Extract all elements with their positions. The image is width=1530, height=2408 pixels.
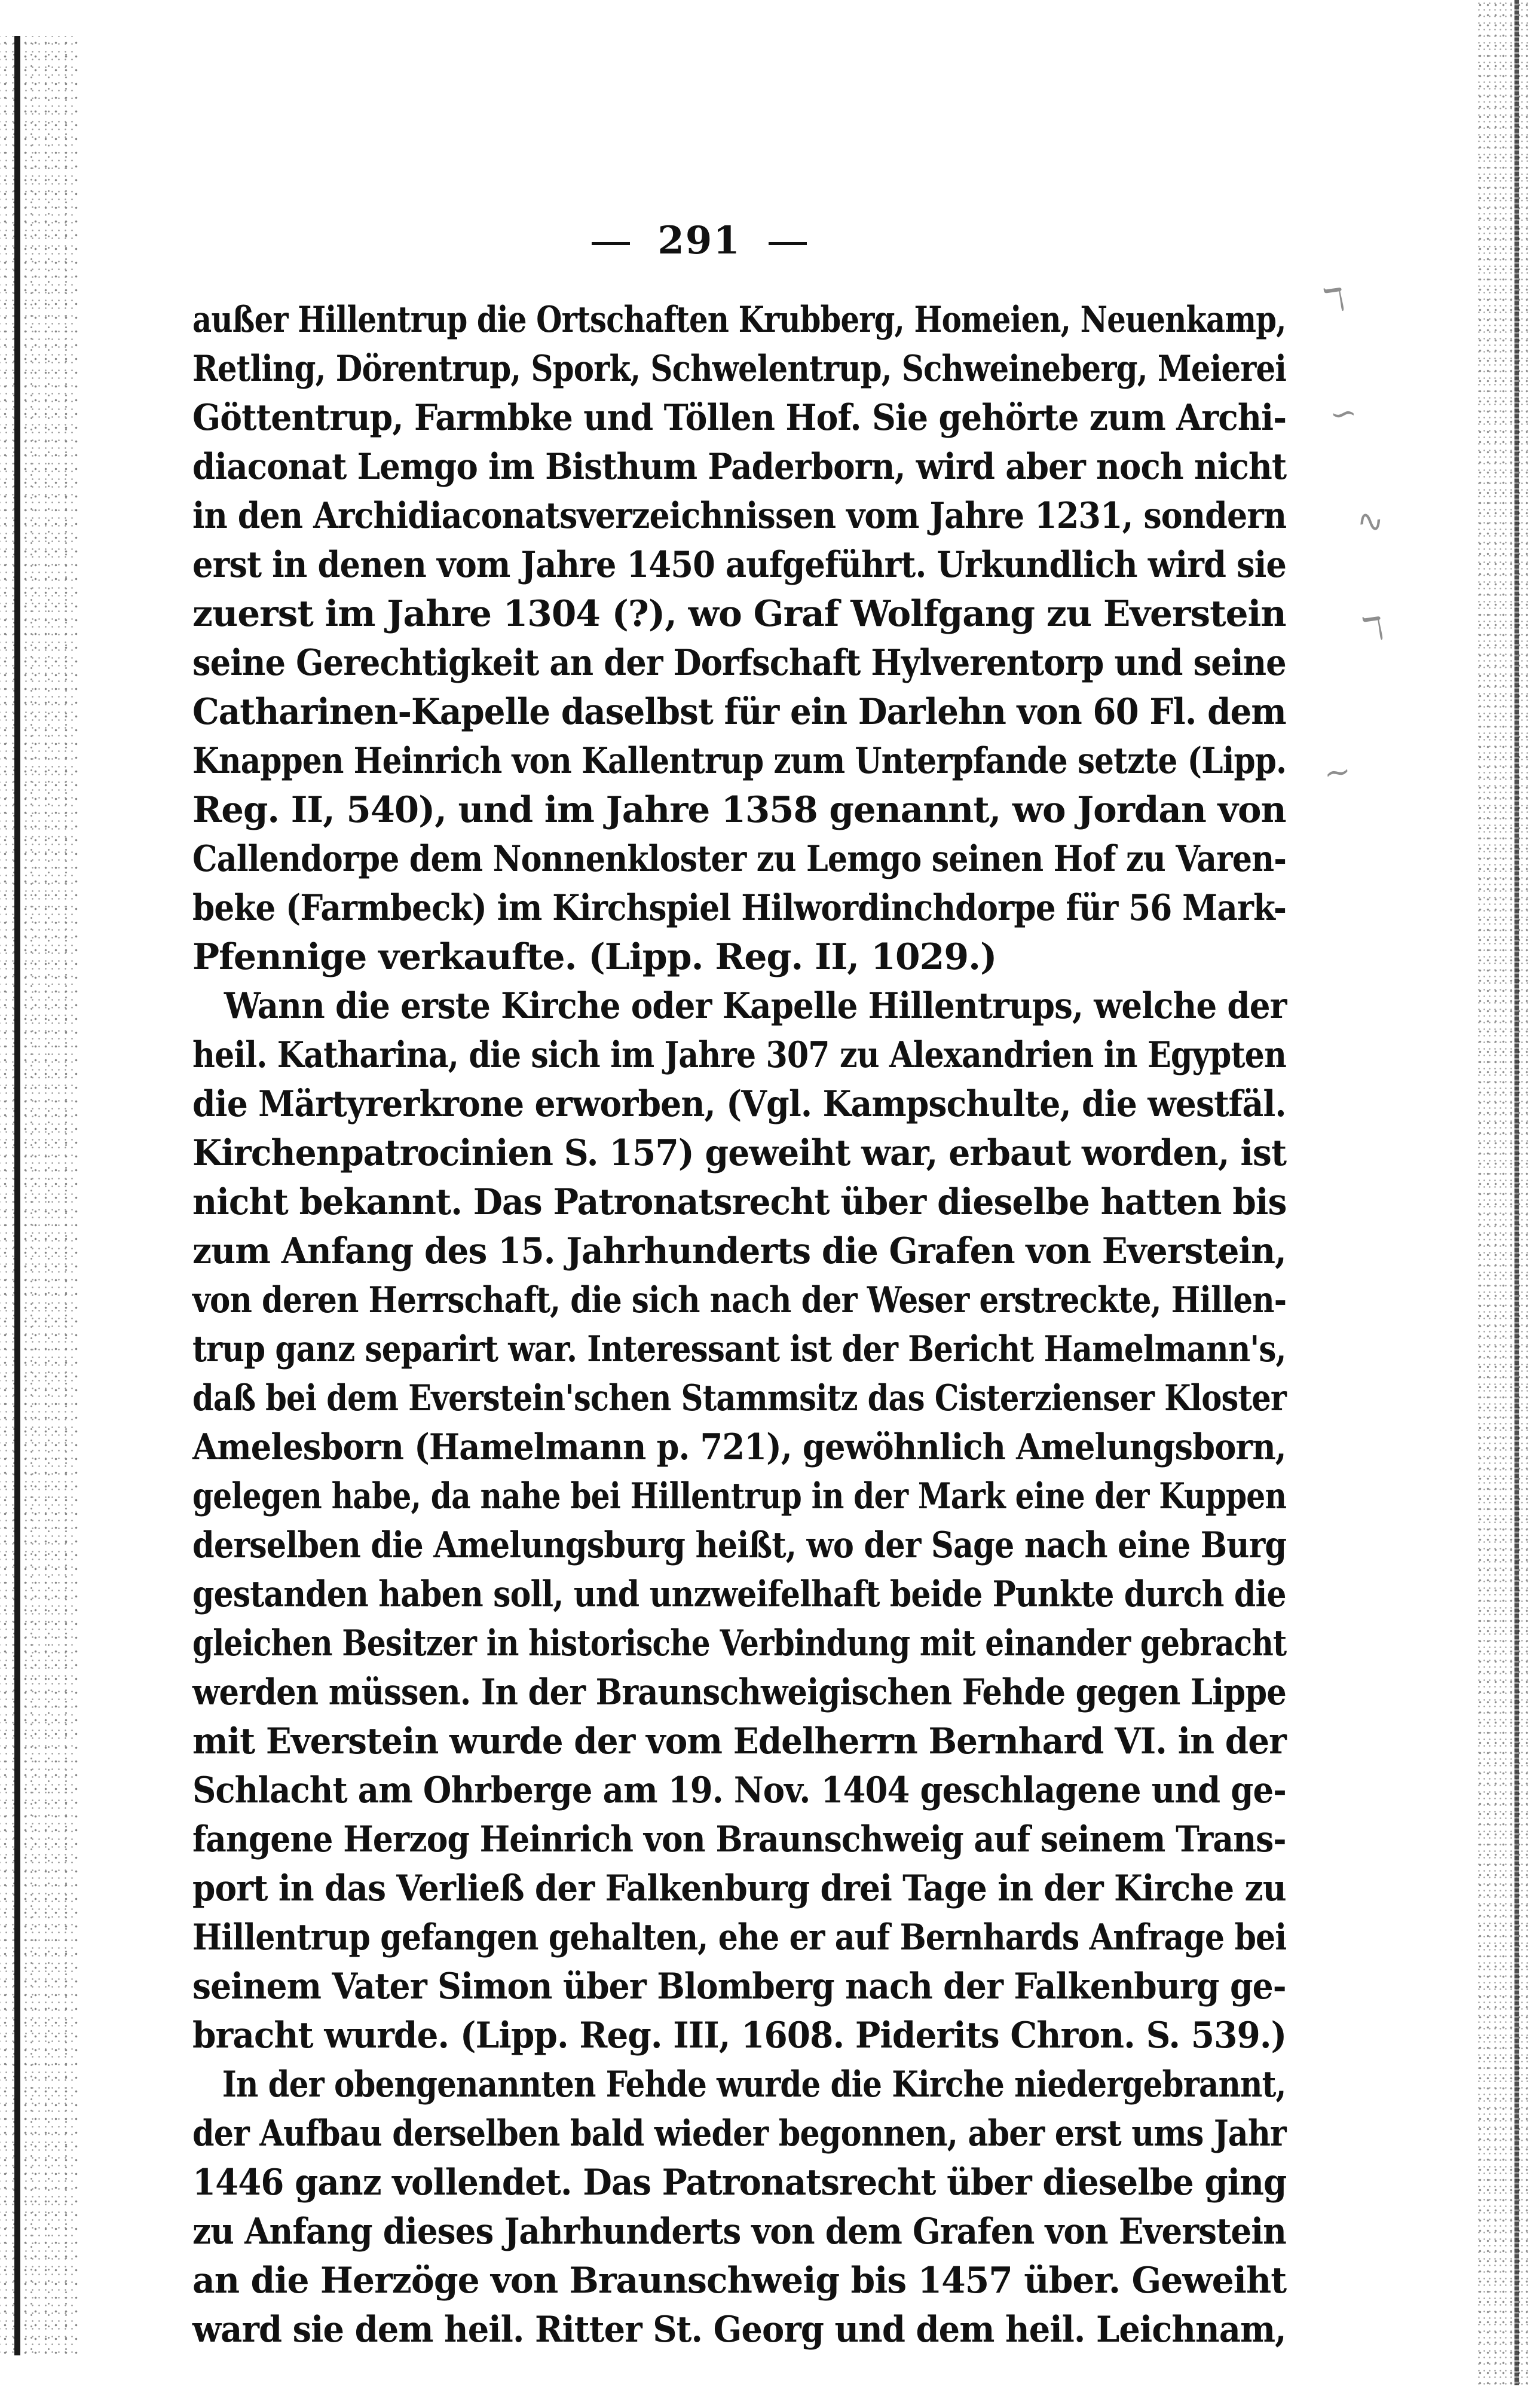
text-line: die Märtyrerkrone erworben, (Vgl. Kampschulte, die westfäl.	[192, 1083, 1286, 1125]
margin-bleed-mark: ℸ	[1321, 279, 1348, 320]
text-line: seine Gerechtigkeit an der Dorfschaft Hylverentorp und seine	[192, 642, 1286, 684]
text-line: fangene Herzog Heinrich von Braunschweig auf seinem Trans-	[192, 1819, 1286, 1860]
page-number-dash-left	[592, 242, 630, 245]
text-line: heil. Katharina, die sich im Jahre 307 zu Alexandrien in Egypten	[192, 1034, 1286, 1076]
text-line: gestanden haben soll, und unzweifelhaft beide Punkte durch die	[192, 1573, 1286, 1615]
left-edge-scan-noise	[0, 36, 78, 2355]
text-line: Reg. II, 540), und im Jahre 1358 genannt, wo Jordan von	[192, 789, 1286, 831]
text-line: daß bei dem Everstein'schen Stammsitz das Cisterzienser Kloster	[192, 1377, 1287, 1419]
text-line: seinem Vater Simon über Blomberg nach der Falkenburg ge-	[192, 1966, 1286, 2007]
right-edge-scan-noise	[1476, 0, 1530, 2385]
text-line: derselben die Amelungsburg heißt, wo der Sage nach eine Burg	[192, 1524, 1287, 1566]
text-line: Kirchenpatrocinien S. 157) geweiht war, erbaut worden, ist	[192, 1132, 1287, 1174]
text-line: bracht wurde. (Lipp. Reg. III, 1608. Piderits Chron. S. 539.)	[192, 2015, 1287, 2056]
right-binding-edge	[1514, 0, 1519, 2385]
page-number-header	[0, 218, 1399, 263]
text-line: Göttentrup, Farmbke und Töllen Hof. Sie gehörte zum Archi-	[192, 397, 1287, 439]
text-line: nicht bekannt. Das Patronatsrecht über dieselbe hatten bis	[192, 1181, 1287, 1223]
left-binding-edge	[14, 36, 20, 2355]
text-line: Hillentrup gefangen gehalten, ehe er auf Bernhards Anfrage bei	[192, 1917, 1287, 1958]
text-line: Catharinen-Kapelle daselbst für ein Darlehn von 60 Fl. dem	[192, 691, 1286, 733]
text-line: werden müssen. In der Braunschweigischen Fehde gegen Lippe	[192, 1671, 1286, 1713]
margin-bleed-mark: ∽	[1327, 393, 1360, 434]
text-line: gleichen Besitzer in historische Verbindung mit einander gebracht	[192, 1622, 1287, 1664]
text-line: der Aufbau derselben bald wieder begonnen, aber erst ums Jahr	[192, 2113, 1286, 2155]
text-line: Callendorpe dem Nonnenkloster zu Lemgo seinen Hof zu Varen-	[192, 838, 1287, 880]
margin-bleed-mark: ∼	[1321, 751, 1354, 793]
body-text	[192, 295, 1286, 2354]
text-line: in den Archidiaconatsverzeichnissen vom Jahre 1231, sondern	[192, 495, 1287, 537]
text-line: trup ganz separirt war. Interessant ist der Bericht Hamelmann's,	[192, 1328, 1286, 1370]
text-line: gelegen habe, da nahe bei Hillentrup in der Mark eine der Kuppen	[192, 1475, 1287, 1517]
text-line: Knappen Heinrich von Kallentrup zum Unterpfande setzte (Lipp.	[192, 740, 1287, 782]
text-line: beke (Farmbeck) im Kirchspiel Hilwordinchdorpe für 56 Mark-	[192, 887, 1287, 929]
margin-bleed-mark: ℸ	[1360, 608, 1387, 649]
text-line: In der obengenannten Fehde wurde die Kirche niedergebrannt,	[222, 2064, 1286, 2106]
page-number: 291	[657, 218, 741, 263]
text-line: erst in denen vom Jahre 1450 aufgeführt. Urkundlich wird sie	[192, 544, 1287, 586]
page-number-dash-right	[769, 242, 807, 245]
text-line: mit Everstein wurde der vom Edelherrn Bernhard VI. in der	[192, 1721, 1286, 1762]
text-line: Pfennige verkaufte. (Lipp. Reg. II, 1029.)	[192, 936, 997, 978]
text-line: an die Herzöge von Braunschweig bis 1457 über. Geweiht	[192, 2260, 1287, 2302]
text-line: zu Anfang dieses Jahrhunderts von dem Grafen von Everstein	[192, 2211, 1286, 2253]
text-line: 1446 ganz vollendet. Das Patronatsrecht über dieselbe ging	[192, 2162, 1287, 2204]
margin-bleed-mark: ∿	[1354, 500, 1387, 542]
text-line: Wann die erste Kirche oder Kapelle Hillentrups, welche der	[224, 985, 1287, 1027]
text-line: zum Anfang des 15. Jahrhunderts die Grafen von Everstein,	[192, 1230, 1286, 1272]
text-line: ward sie dem heil. Ritter St. Georg und dem heil. Leichnam,	[192, 2309, 1286, 2351]
text-line: von deren Herrschaft, die sich nach der Weser erstreckte, Hillen-	[192, 1279, 1287, 1321]
text-line: außer Hillentrup die Ortschaften Krubberg, Homeien, Neuenkamp,	[192, 299, 1286, 341]
text-line: zuerst im Jahre 1304 (?), wo Graf Wolfgang zu Everstein	[192, 593, 1286, 635]
text-line: Amelesborn (Hamelmann p. 721), gewöhnlich Amelungsborn,	[192, 1426, 1286, 1468]
text-line: port in das Verließ der Falkenburg drei Tage in der Kirche zu	[192, 1868, 1286, 1909]
text-line: diaconat Lemgo im Bisthum Paderborn, wird aber noch nicht	[192, 446, 1287, 488]
text-line: Schlacht am Ohrberge am 19. Nov. 1404 geschlagene und ge-	[192, 1770, 1286, 1811]
text-line: Retling, Dörentrup, Spork, Schwelentrup, Schweineberg, Meierei	[192, 348, 1287, 390]
